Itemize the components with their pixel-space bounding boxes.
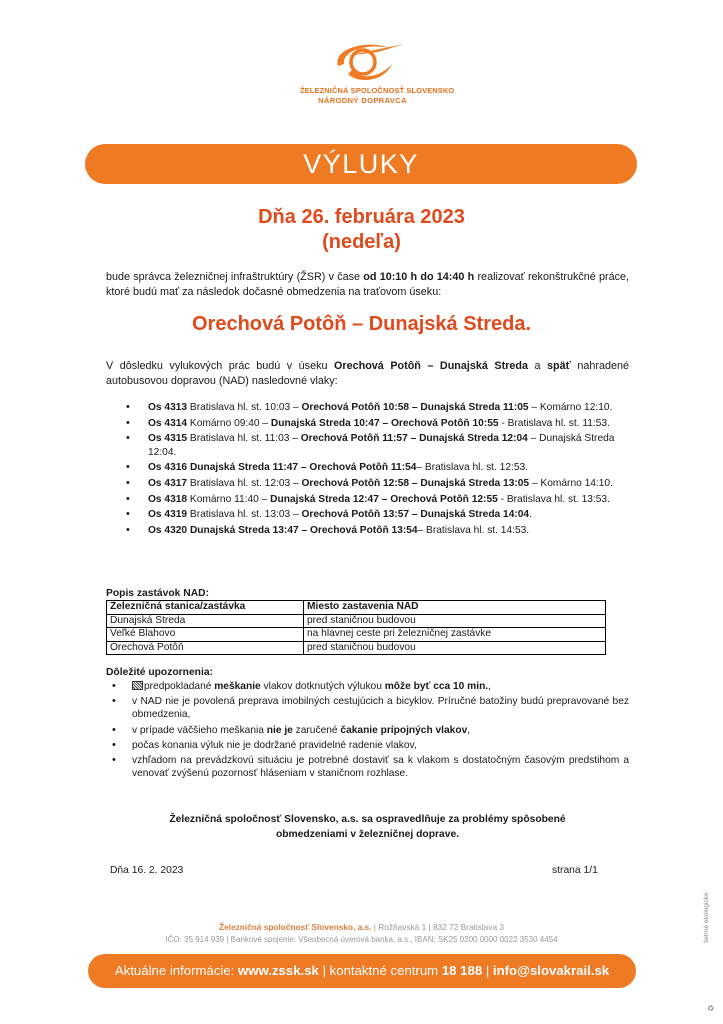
stop-location: pred staničnou budovou xyxy=(304,614,606,628)
stop-station: Orechová Potôň xyxy=(107,641,304,655)
train-item xyxy=(106,417,629,430)
notice-bold: meškanie xyxy=(214,681,261,692)
apology-line1: Železničná spoločnosť Slovensko, a.s. sa ospravedlňuje za problémy spôsobené xyxy=(169,814,566,825)
recycle-icon: ♻ xyxy=(707,1004,715,1013)
train-item xyxy=(106,493,629,506)
train-origin: Bratislava hl. st. 10:03 – xyxy=(187,402,302,413)
notice-text: , xyxy=(488,681,491,692)
notice-bold: môže byť cca 10 min. xyxy=(384,681,489,692)
page-number: strana 1/1 xyxy=(552,865,598,876)
stops-header-station: Železničná stanica/zastávka xyxy=(107,601,304,615)
stops-label: Popis zastávok NAD: xyxy=(106,588,209,599)
outage-date: Dňa 26. februára 2023 xyxy=(258,206,465,228)
apology-note xyxy=(106,813,629,842)
train-id: Os 4315 xyxy=(148,433,188,445)
outage-date-title xyxy=(100,205,623,255)
train-origin: Bratislava hl. st. 11:03 – xyxy=(187,433,301,445)
notice-text: , xyxy=(467,724,471,736)
notice-text: vlakov dotknutých výlukou xyxy=(260,681,385,692)
replacement-back: späť xyxy=(547,360,571,372)
train-affected-section: Dunajská Streda 13:47 – Orechová Potôň 13:54 xyxy=(189,525,418,537)
train-origin: Bratislava hl. st. 12:03 – xyxy=(187,478,302,490)
footer-phone[interactable]: 18 188 xyxy=(441,963,483,978)
train-affected-section: Orechová Potôň 10:58 – Dunajská Streda 11:05 xyxy=(301,402,529,413)
zssk-logo xyxy=(300,38,455,112)
train-destination: - Bratislava hl. st. 11:53. xyxy=(498,417,610,429)
train-origin: Komárno 09:40 – xyxy=(187,417,271,429)
stops-header-row xyxy=(107,601,606,615)
footer-contact-bar xyxy=(88,954,636,988)
train-id: Os 4320 xyxy=(148,525,188,537)
footer-company-name: Železničná spoločnosť Slovensko, a.s. xyxy=(219,922,372,932)
replacement-text-and: a xyxy=(528,360,548,372)
train-destination: – Bratislava hl. st. 12:53. xyxy=(416,462,528,474)
stop-station: Veľké Blahovo xyxy=(107,628,304,642)
footer-contact-label: | kontaktné centrum xyxy=(318,963,442,978)
train-destination: – Bratislava hl. st. 14:53. xyxy=(417,525,530,537)
table-row xyxy=(107,641,606,655)
notice-item: • v NAD nie je povolená preprava imobilných cestujúcich a bicyklov. Príručné batožiny budú prepravované bez obmedzenia, xyxy=(106,695,629,721)
train-affected-section: Orechová Potôň 11:57 – Dunajská Streda 12:04 xyxy=(300,433,528,445)
apology-line2: obmedzeniami v železničnej doprave. xyxy=(275,828,460,840)
train-destination: – Komárno 12:10. xyxy=(528,402,613,413)
train-id: Os 4317 xyxy=(148,478,188,490)
train-item xyxy=(106,524,629,537)
train-item xyxy=(106,508,629,521)
notice-item xyxy=(106,724,629,737)
stops-header-location: Miesto zastavenia NAD xyxy=(304,601,606,615)
intro-time: od 10:10 h do 14:40 h xyxy=(363,271,475,283)
outage-weekday: (nedeľa) xyxy=(322,231,401,253)
notice-text: predpokladané xyxy=(144,681,215,692)
replacement-text-end: nahradené autobusovou dopravou (NAD) nasledovné vlaky: xyxy=(106,360,629,387)
train-origin: Komárno 11:40 – xyxy=(187,493,271,505)
train-list xyxy=(106,401,629,540)
intro-text-end: realizovať rekonštrukčné práce, ktoré budú mať za následok dočasné obmedzenia na traťovom úseku: xyxy=(106,271,630,298)
replacement-section: Orechová Potôň – Dunajská Streda xyxy=(334,360,529,372)
intro-paragraph xyxy=(106,270,629,299)
train-id: Os 4313 xyxy=(148,402,188,413)
train-affected-section: Dunajská Streda 11:47 – Orechová Potôň 11:54 xyxy=(189,462,417,474)
notices-label: Dôležité upozornenia: xyxy=(106,667,213,678)
footer-bank: IČO: 35 914 939 | Bankové spojenie: Všeobecná úverová banka, a.s., IBAN: SK25 0200 0000 0022 3530 4454 xyxy=(165,935,558,944)
footer-website-link[interactable]: www.zssk.sk xyxy=(238,963,319,978)
notice-item: • počas konania výluk nie je dodržané pravidelné radenie vlakov, xyxy=(106,739,629,752)
footer-address: | Rožňavská 1 | 832 72 Bratislava 3 xyxy=(371,922,504,932)
stop-location: pred staničnou budovou xyxy=(304,641,606,655)
train-id: Os 4314 xyxy=(148,417,188,429)
notice-bold: čakanie prípojných vlakov xyxy=(340,724,468,736)
issue-date: Dňa 16. 2. 2023 xyxy=(110,865,184,876)
train-origin: Bratislava hl. st. 13:03 – xyxy=(187,509,302,521)
table-row xyxy=(107,628,606,642)
stop-location: na hlavnej ceste pri železničnej zastávke xyxy=(304,628,606,642)
train-id: Os 4316 xyxy=(148,462,188,474)
logo-company-name: ŽELEZNIČNÁ SPOLOČNOSŤ SLOVENSKO xyxy=(300,86,455,95)
replacement-paragraph xyxy=(106,359,629,388)
stop-station: Dunajská Streda xyxy=(107,614,304,628)
train-destination: - Bratislava hl. st. 13:53. xyxy=(497,493,610,505)
table-row xyxy=(107,614,606,628)
train-destination: – Dunajská Streda 12:04. xyxy=(148,433,615,458)
train-id: Os 4318 xyxy=(148,493,188,505)
train-destination: . xyxy=(529,509,532,521)
logo-subtitle: NÁRODNÝ DOPRAVCA xyxy=(318,96,407,105)
footer-company xyxy=(0,922,723,932)
section-title: Orechová Potôň – Dunajská Streda. xyxy=(192,313,531,335)
train-item xyxy=(106,401,629,414)
notice-item: • vzhľadom na prevádzkovú situáciu je potrebné dostaviť sa k vlakom s dostatočným časovým predstihom a venovať zvýšenú pozornosť hláseniam v staničnom rozhlase. xyxy=(106,754,629,780)
notice-item xyxy=(106,680,629,693)
train-item xyxy=(106,461,629,474)
notices-list xyxy=(106,680,629,782)
notice-bold: nie je xyxy=(266,724,293,736)
footer-separator: | xyxy=(482,963,493,978)
vyluky-banner: VÝLUKY xyxy=(85,144,637,184)
zssk-logo-icon xyxy=(318,38,408,86)
train-affected-section: Orechová Potôň 12:58 – Dunajská Streda 13:05 xyxy=(301,478,530,490)
intro-text: bude správca železničnej infraštruktúry (ŽSR) v čase xyxy=(106,271,364,283)
notice-text: zaručené xyxy=(292,724,341,736)
stops-table xyxy=(106,600,606,655)
train-affected-section: Dunajská Streda 12:47 – Orechová Potôň 12:55 xyxy=(270,493,498,505)
footer-email-link[interactable]: info@slovakrail.sk xyxy=(492,963,610,978)
notice-text: v prípade väčšieho meškania xyxy=(132,724,267,736)
replacement-text: V dôsledku vylukových prác budú v úseku xyxy=(106,360,334,372)
train-affected-section: Orechová Potôň 13:57 – Dunajská Streda 14:04 xyxy=(301,509,530,521)
footer-info-label: Aktuálne informácie: xyxy=(114,963,239,978)
train-affected-section: Dunajská Streda 10:47 – Orechová Potôň 10:55 xyxy=(270,417,499,429)
train-item xyxy=(106,432,629,458)
clock-pictogram-icon xyxy=(132,681,143,690)
train-item xyxy=(106,477,629,490)
train-destination: – Komárno 14:10. xyxy=(529,478,613,490)
train-id: Os 4319 xyxy=(148,509,188,521)
recycle-note: šetrné ekologické xyxy=(703,892,710,943)
